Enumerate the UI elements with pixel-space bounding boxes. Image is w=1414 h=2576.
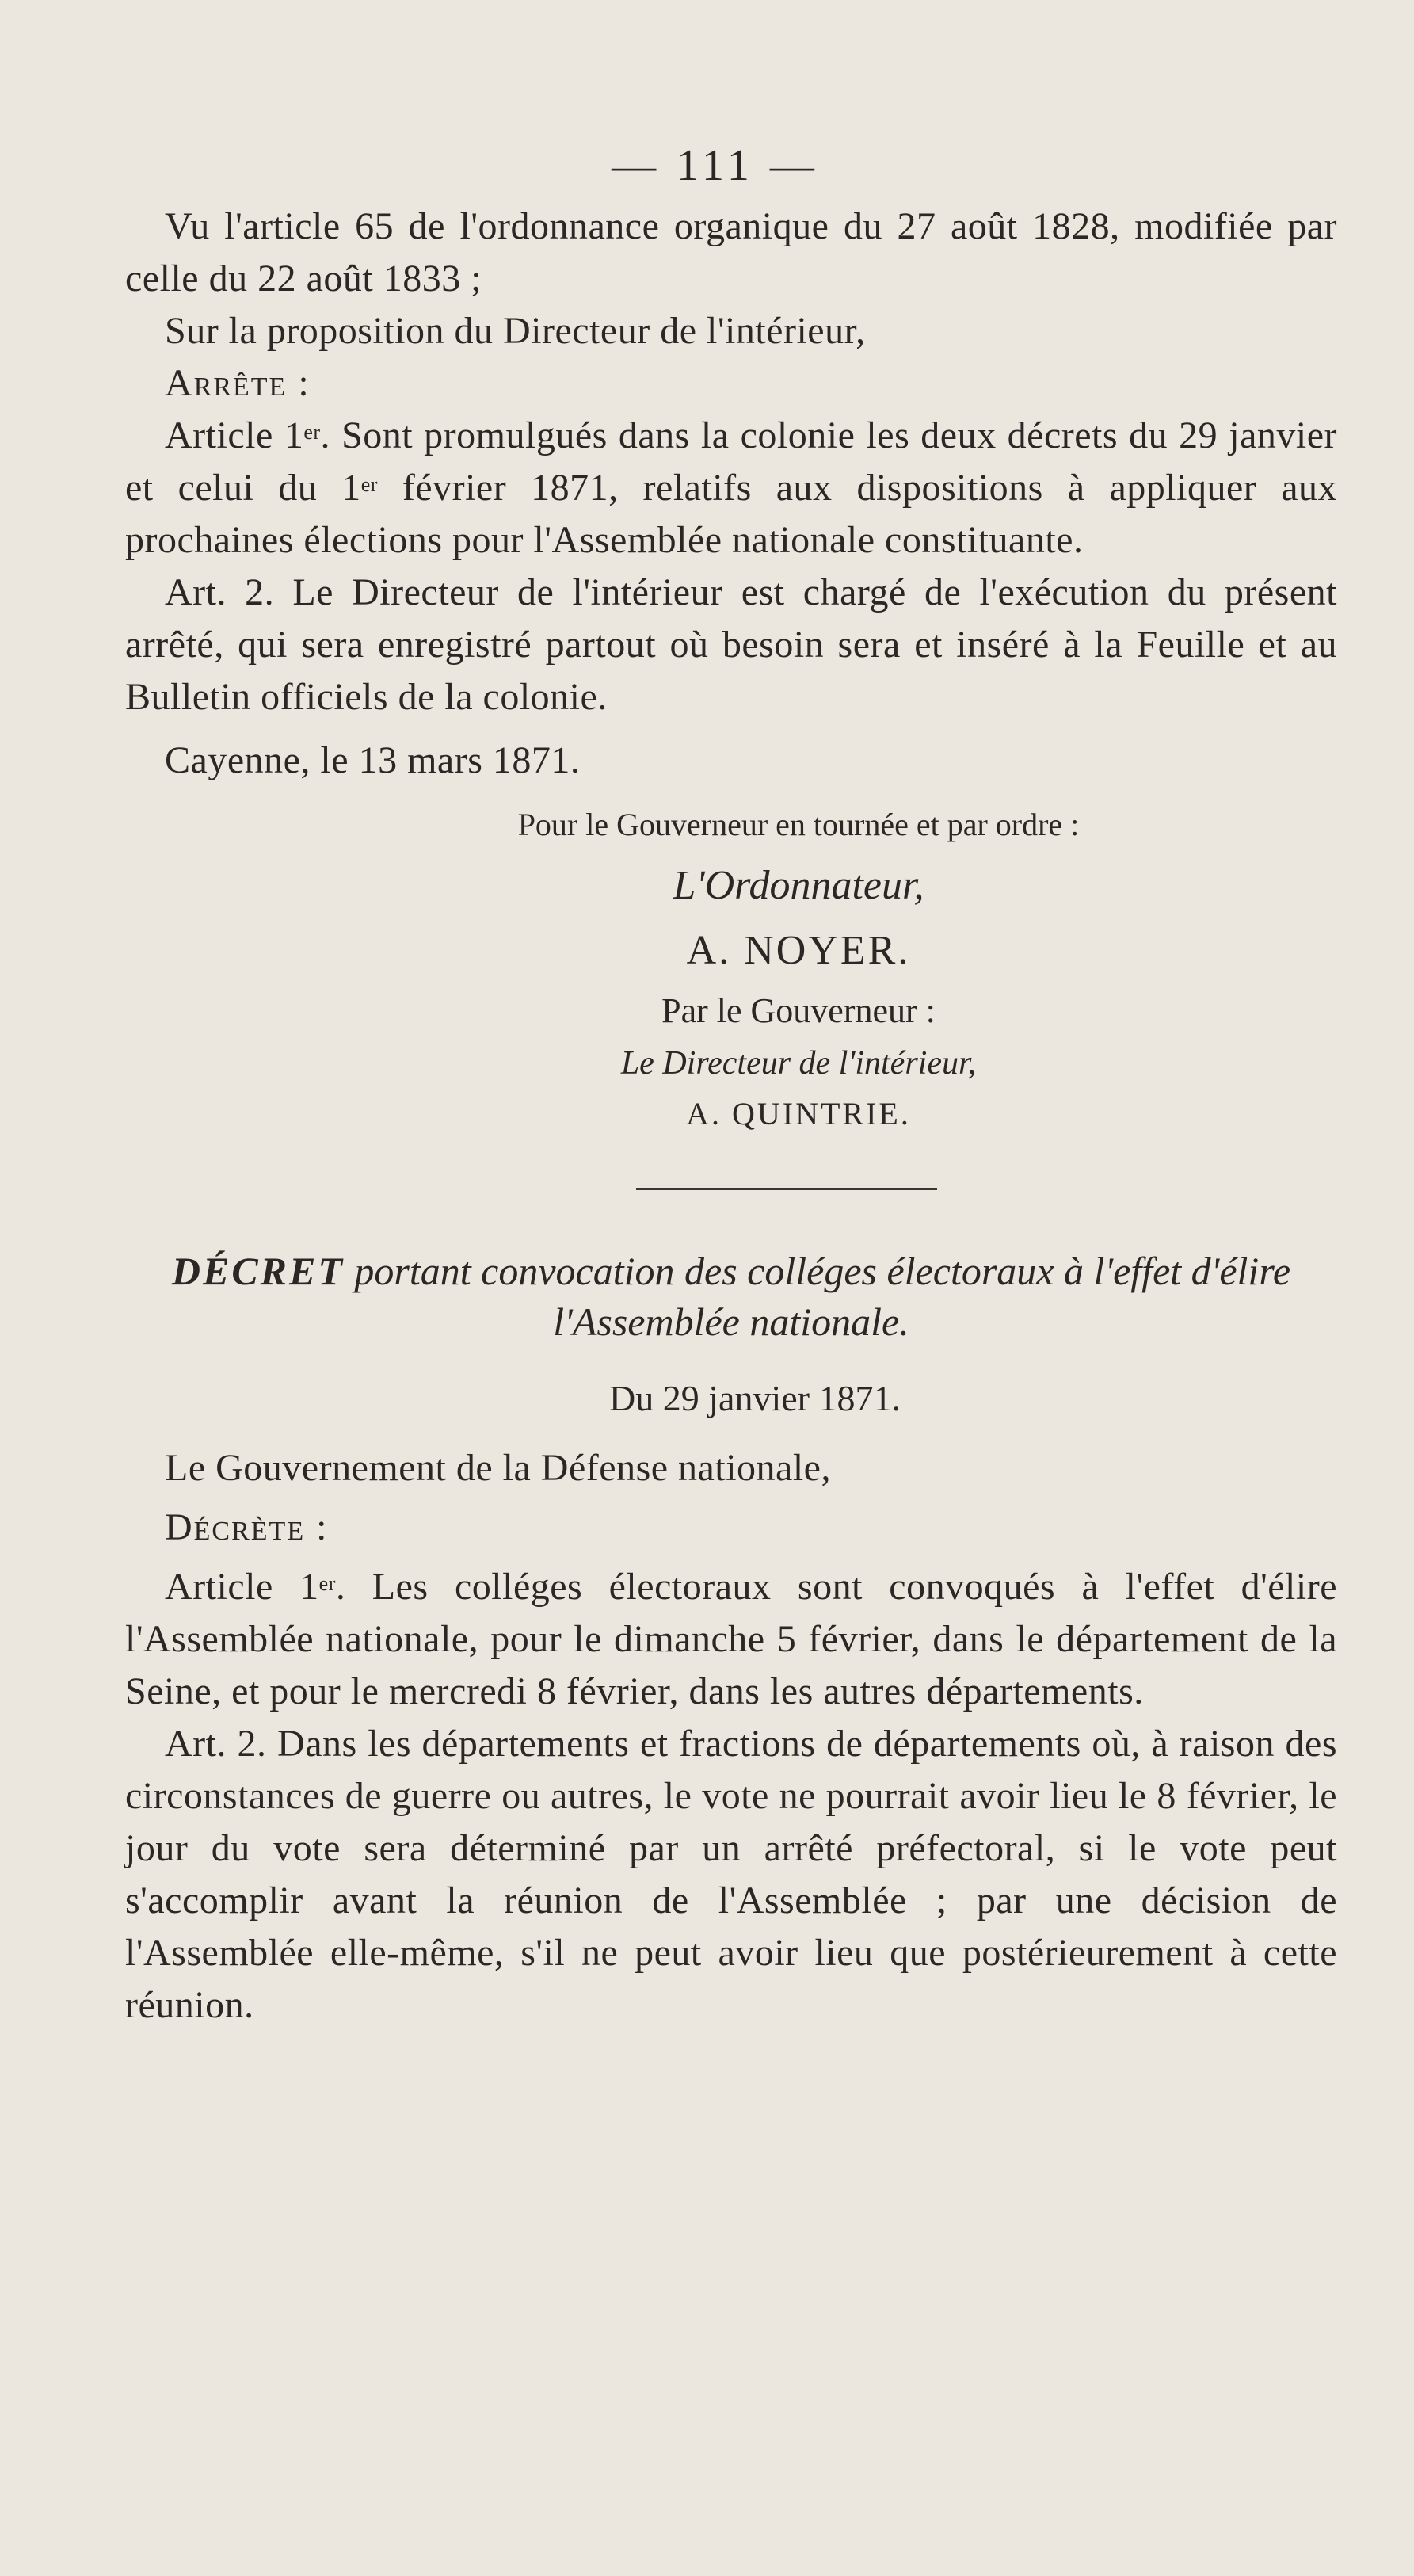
article-1-sup: er <box>303 421 321 444</box>
section-divider <box>636 1188 937 1190</box>
page-number: — 111 — <box>612 141 819 190</box>
preamble-line-1: Vu l'article 65 de l'ordonnance organique du 27 août 1828, modifiée par celle du 22 août 1833 ; <box>125 205 1337 300</box>
preamble-line-2: Sur la proposition du Directeur de l'intérieur, <box>165 310 866 352</box>
article-1-text: . Sont promulgués dans la colonie les deux décrets du 29 janvier et celui du 1 <box>125 414 1338 509</box>
decret-article-1-text: . Les colléges électoraux sont convoqués à l'effet d'élire l'Assemblée nationale, pour le dimanche 5 février, dans le département de la Seine, et pour le mercredi 8 février, dans les autres départements. <box>125 1566 1338 1712</box>
article-1-prefix: Article 1 <box>165 414 304 456</box>
signature-line-1: Pour le Gouverneur en tournée et par ordre : <box>517 807 1080 842</box>
article-1-sup2: er <box>360 473 378 496</box>
arrete-label: Arrête : <box>165 362 311 404</box>
signature-line-2: Par le Gouverneur : <box>661 991 936 1030</box>
decret-title-big: DÉCRET <box>171 1249 345 1293</box>
signature-name-1: A. NOYER. <box>686 928 911 973</box>
decret-date: Du 29 janvier 1871. <box>609 1378 901 1418</box>
decret-article-1-sup: er <box>318 1572 336 1595</box>
place-date: Cayenne, le 13 mars 1871. <box>165 739 581 781</box>
decret-article-1 <box>125 1561 1337 1718</box>
decret-title-rest: portant convocation des colléges électoraux à l'effet d'élire l'Assemblée nationale. <box>344 1249 1291 1344</box>
article-1 <box>125 410 1337 567</box>
signature-title-2: Le Directeur de l'intérieur, <box>620 1045 977 1082</box>
decret-intro: Le Gouvernement de la Défense nationale, <box>165 1447 831 1489</box>
article-1-text2: février 1871, relatifs aux dispositions à appliquer aux prochaines élections pour l'Assemblée nationale constituante. <box>125 467 1337 561</box>
signature-block <box>125 796 1337 1140</box>
signature-name-2: A. QUINTRIE. <box>686 1096 911 1132</box>
article-2: Art. 2. Le Directeur de l'intérieur est chargé de l'exécution du présent arrêté, qui sera enregistré partout où besoin sera et inséré à la Feuille et au Bulletin officiels de la colonie. <box>125 571 1337 718</box>
page-content <box>125 131 1337 2032</box>
decret-title <box>125 1246 1337 1347</box>
decrete-label: Décrète : <box>165 1506 329 1548</box>
decret-article-2: Art. 2. Dans les départements et fractions de départements où, à raison des circonstances de guerre ou autres, le vote ne pourrait avoir lieu le 8 février, le jour du vote sera déterminé par un arrêté préfectoral, si le vote peut s'accomplir avant la réunion de l'Assemblée ; par une décision de l'Assemblée elle-même, s'il ne peut avoir lieu que postérieurement à cette réunion. <box>125 1723 1337 2026</box>
signature-title-1: L'Ordonnateur, <box>673 863 924 908</box>
decret-article-1-prefix: Article 1 <box>165 1566 319 1608</box>
